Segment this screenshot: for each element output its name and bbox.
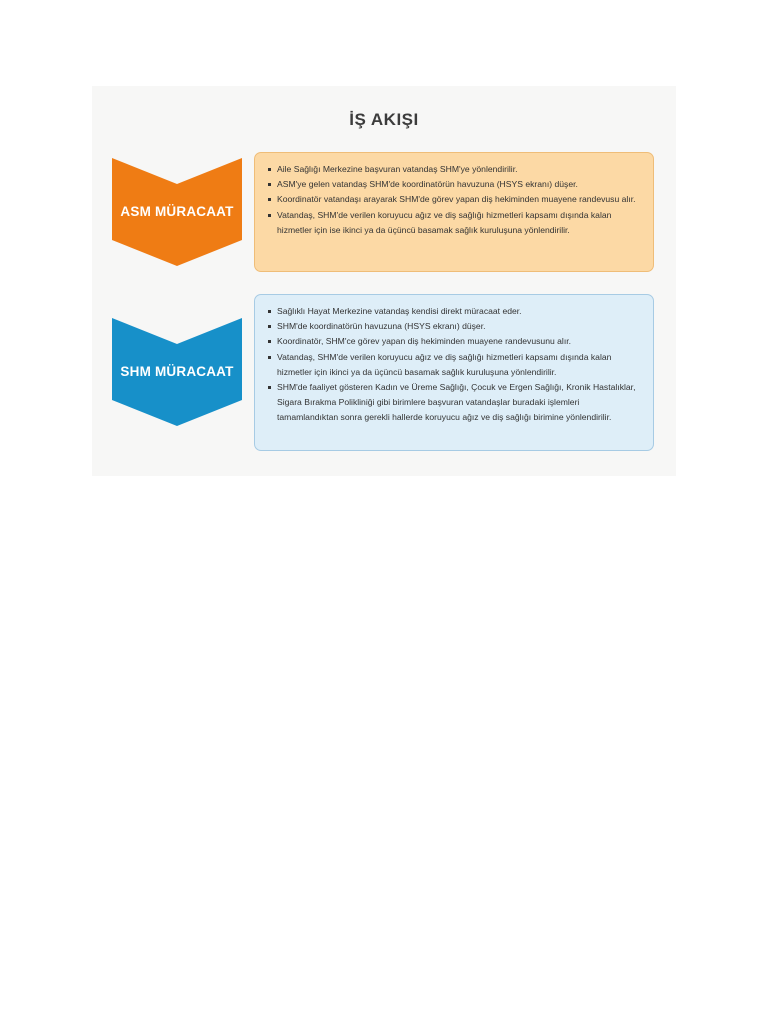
- asm-list-item: Aile Sağlığı Merkezine başvuran vatandaş SHM'ye yönlendirilir.: [267, 162, 641, 177]
- shm-info-box: [254, 294, 654, 451]
- asm-info-box: [254, 152, 654, 272]
- asm-chevron-label: ASM MÜRACAAT: [120, 204, 234, 219]
- shm-list-item: Koordinatör, SHM'ce görev yapan diş hekiminden muayene randevusunu alır.: [267, 334, 641, 349]
- asm-list-item: Vatandaş, SHM'de verilen koruyucu ağız ve diş sağlığı hizmetleri kapsamı dışında kalan hizmetler için ise ikinci ya da üçüncü basamak sağlık kuruluşuna yönlendirilir.: [267, 208, 641, 238]
- shm-list-item: Sağlıklı Hayat Merkezine vatandaş kendisi direkt müracaat eder.: [267, 304, 641, 319]
- shm-list-item: SHM'de faaliyet gösteren Kadın ve Üreme Sağlığı, Çocuk ve Ergen Sağlığı, Kronik Hastalıklar, Sigara Bırakma Polikliniği gibi birimlere başvuran vatandaşlar buradaki işlemleri tamamlandıktan sonra gerekli hallerde koruyucu ağız ve diş sağlığı birimine yönlendirilir.: [267, 380, 641, 426]
- asm-list-item: ASM'ye gelen vatandaş SHM'de koordinatörün havuzuna (HSYS ekranı) düşer.: [267, 177, 641, 192]
- shm-chevron-label: SHM MÜRACAAT: [120, 364, 234, 379]
- shm-list-item: SHM'de koordinatörün havuzuna (HSYS ekranı) düşer.: [267, 319, 641, 334]
- workflow-figure: [92, 86, 676, 476]
- page-title: İŞ AKIŞI: [349, 110, 419, 129]
- shm-list-item: Vatandaş, SHM'de verilen koruyucu ağız ve diş sağlığı hizmetleri kapsamı dışında kalan hizmetler için ikinci ya da üçüncü basamak sağlık kuruluşuna yönlendirilir.: [267, 350, 641, 380]
- asm-chevron: [112, 158, 242, 266]
- asm-list-item: Koordinatör vatandaşı arayarak SHM'de görev yapan diş hekiminden muayene randevusu alır.: [267, 192, 641, 207]
- shm-chevron: [112, 318, 242, 426]
